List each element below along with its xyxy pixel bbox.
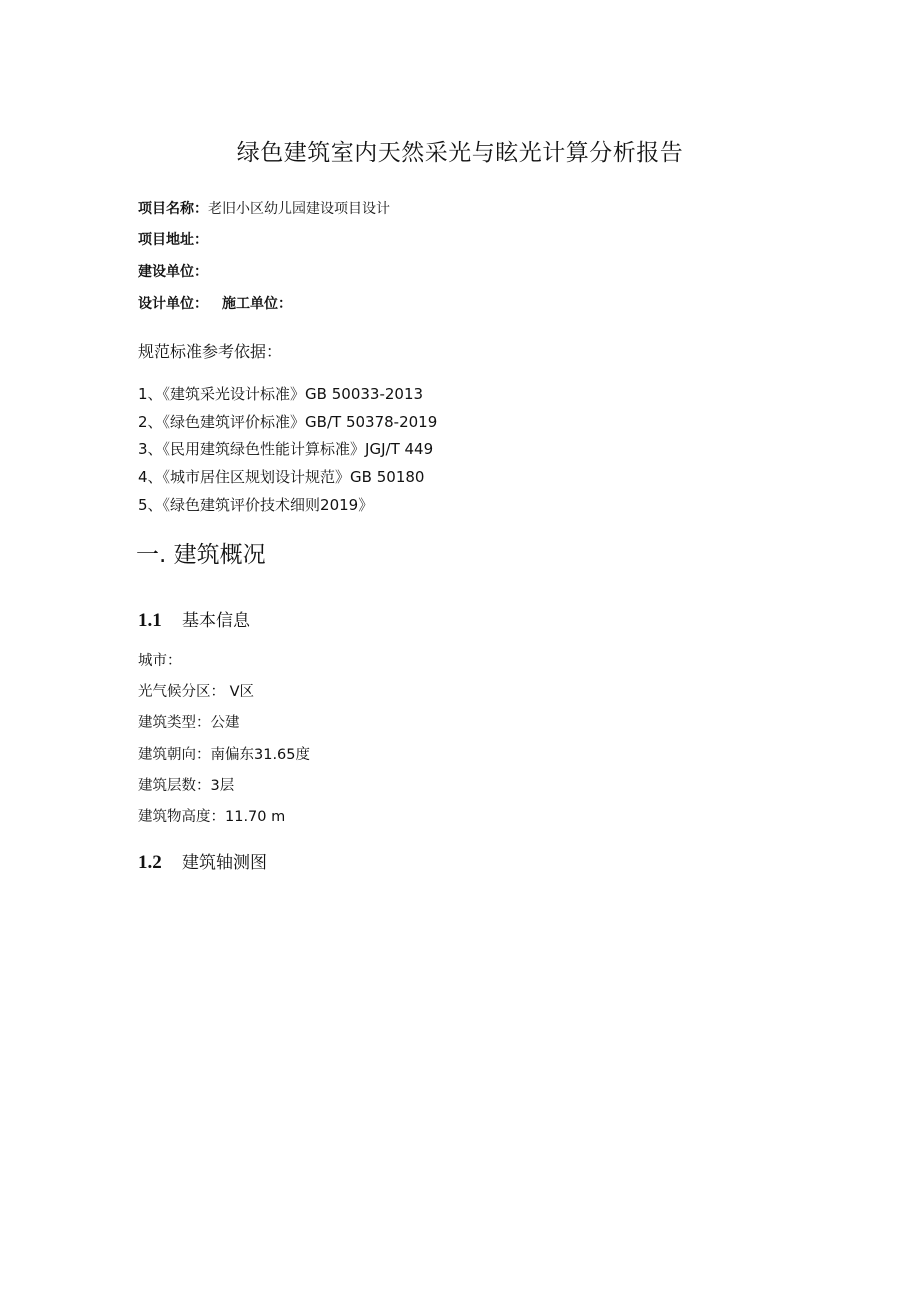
reference-item: 3、《民用建筑绿色性能计算标准》JGJ/T 449: [138, 440, 434, 458]
info-line-height: 建筑物高度：11.70 m: [138, 809, 286, 825]
builder-line: [138, 262, 208, 282]
project-address-label: 项目地址：: [138, 232, 208, 248]
document-title: 绿色建筑室内天然采光与眩光计算分析报告: [236, 140, 684, 166]
builder-label: 建设单位：: [138, 264, 208, 280]
reference-item: 1、《建筑采光设计标准》GB 50033-2013: [138, 385, 424, 403]
info-line-orientation: 建筑朝向：南偏东31.65度: [138, 747, 311, 763]
reference-item: 2、《绿色建筑评价标准》GB/T 50378-2019: [138, 413, 438, 431]
project-address-line: [138, 230, 208, 250]
info-line-climate-zone: 光气候分区： V区: [138, 684, 255, 700]
constructor-label: 施工单位：: [222, 296, 292, 312]
project-name-line: [138, 199, 390, 219]
info-line-building-type: 建筑类型：公建: [138, 715, 240, 731]
info-line-city: 城市：: [138, 653, 182, 669]
references-title: 规范标准参考依据：: [138, 342, 283, 361]
subsection-number: 1.2: [138, 852, 162, 873]
section-heading: 一. 建筑概况: [136, 542, 266, 568]
subsection-heading-basic-info: [138, 608, 250, 634]
subsection-number: 1.1: [138, 610, 162, 631]
reference-item: 4、《城市居住区规划设计规范》GB 50180: [138, 468, 425, 486]
designer-label: 设计单位：: [138, 296, 208, 312]
subsection-title: 建筑轴测图: [182, 853, 267, 873]
reference-item: 5、《绿色建筑评价技术细则2019》: [138, 496, 374, 514]
info-line-floors: 建筑层数：3层: [138, 778, 235, 794]
designer-constructor-line: [138, 294, 292, 314]
project-name-value: 老旧小区幼儿园建设项目设计: [208, 201, 390, 217]
project-name-label: 项目名称：: [138, 201, 208, 217]
subsection-heading-axonometric: [138, 850, 267, 876]
subsection-title: 基本信息: [182, 611, 250, 631]
